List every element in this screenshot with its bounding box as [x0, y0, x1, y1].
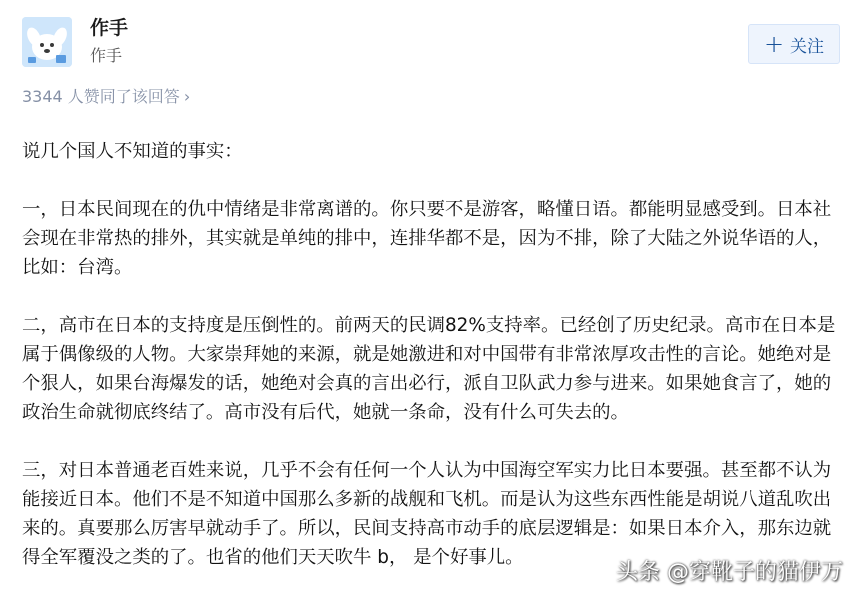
- source-watermark: 头条 @穿靴子的猫伊万: [616, 560, 843, 585]
- follow-button-label: 关注: [790, 36, 825, 57]
- voters-count-text: 3344 人赞同了该回答: [22, 87, 180, 106]
- answer-header: [0, 0, 857, 78]
- voters-link[interactable]: [22, 86, 190, 108]
- chevron-right-icon: ›: [183, 87, 191, 106]
- puppy-avatar-icon: [22, 17, 72, 67]
- answer-content: [22, 137, 837, 572]
- plus-icon: +: [763, 30, 785, 58]
- author-avatar[interactable]: [22, 17, 72, 67]
- follow-button[interactable]: [748, 24, 840, 64]
- author-headline: 作手: [90, 46, 123, 65]
- answer-paragraph: 一，日本民间现在的仇中情绪是非常离谱的。你只要不是游客，略懂日语。都能明显感受到。日本社会现在非常热的排外，其实就是单纯的排中，连排华都不是，因为不排，除了大陆之外说华语的人，比如：台湾。: [22, 199, 832, 278]
- author-name[interactable]: 作手: [90, 17, 129, 39]
- answer-paragraph: 说几个国人不知道的事实：: [22, 141, 243, 162]
- answer-paragraph: 三，对日本普通老百姓来说，几乎不会有任何一个人认为中国海空军实力比日本要强。甚至都不认为能接近日本。他们不是不知道中国那么多新的战舰和飞机。而是认为这些东西性能是胡说八道乱吹出来的。真要那么厉害早就动手了。所以，民间支持高市动手的底层逻辑是：如果日本介入，那东边就得全军覆没之类的了。也省的他们天天吹牛 b， 是个好事儿。: [22, 460, 832, 568]
- answer-paragraph: 二，高市在日本的支持度是压倒性的。前两天的民调82%支持率。已经创了历史纪录。高市在日本是属于偶像级的人物。大家崇拜她的来源，就是她激进和对中国带有非常浓厚攻击性的言论。她绝对是个狠人，如果台海爆发的话，她绝对会真的言出必行，派自卫队武力参与进来。如果她食言了，她的政治生命就彻底终结了。高市没有后代，她就一条命，没有什么可失去的。: [22, 315, 836, 423]
